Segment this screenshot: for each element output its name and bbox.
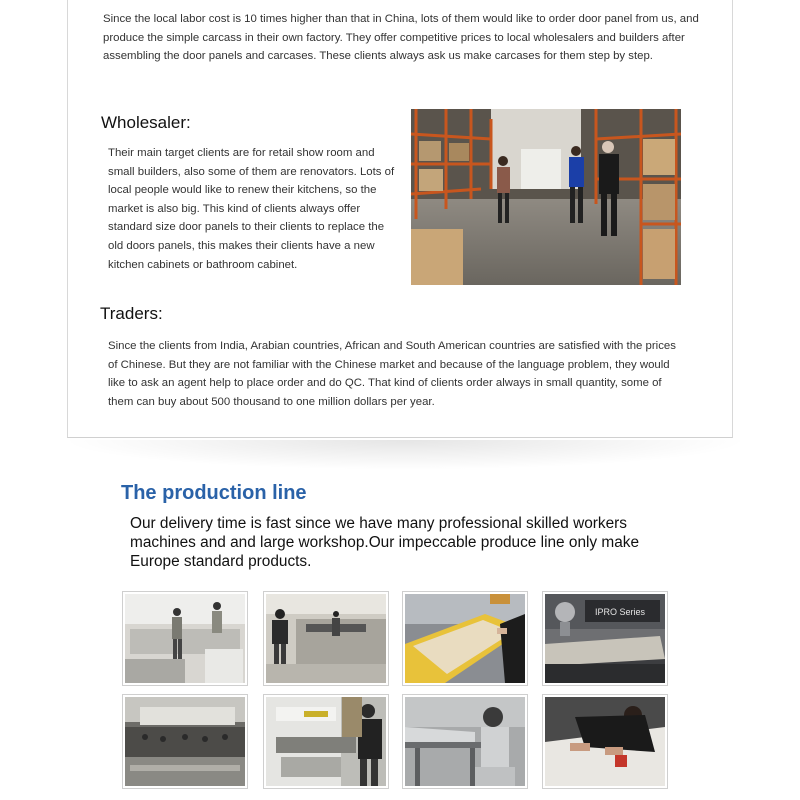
factory-photo-3 — [402, 591, 528, 686]
production-line-title: The production line — [121, 482, 307, 504]
traders-heading: Traders: — [100, 304, 163, 323]
factory-photo-6 — [263, 694, 389, 789]
traders-paragraph: Since the clients from India, Arabian countries, African and South American countries are satisfied with the prices of Chinese. But they are not familiar with the Chinese market and because of the language problem, they would like to ask an agent help to place order and do QC. That kind of clients order always in small quantity, some of them can buy about 500 thousand to one million dollars per year. — [108, 340, 676, 408]
card-shadow — [60, 440, 750, 470]
wholesaler-heading: Wholesaler: — [101, 113, 191, 132]
factory-photo-7 — [402, 694, 528, 789]
factory-photo-5 — [122, 694, 248, 789]
warehouse-photo — [411, 109, 681, 285]
intro-paragraph: Since the local labor cost is 10 times higher than that in China, lots of them would like to order door panel from us, and produce the simple carcass in their own factory. They offer competitive prices to local wholesalers and builders after assembling the door panels and carcases. These clients always ask us make carcases for them step by step. — [103, 13, 699, 63]
factory-photo-4 — [542, 591, 668, 686]
production-line-paragraph: Our delivery time is fast since we have many professional skilled workers machines and and large workshop.Our impeccable produce line only make Europe standard products. — [130, 515, 640, 570]
machine-series-label: IPRO Series — [595, 607, 646, 617]
factory-photo-2 — [263, 591, 389, 686]
wholesaler-paragraph: Their main target clients are for retail show room and small builders, also some of them are renovators. Lots of local people would like to renew their kitchens, so the market is also big. This kind of clients always offer standard size door panels to their clients to replace the old doors panels, this makes their clients have a new kitchen cabinets or bathroom cabinet. — [108, 147, 395, 271]
factory-photo-8 — [542, 694, 668, 789]
factory-photo-1 — [122, 591, 248, 686]
